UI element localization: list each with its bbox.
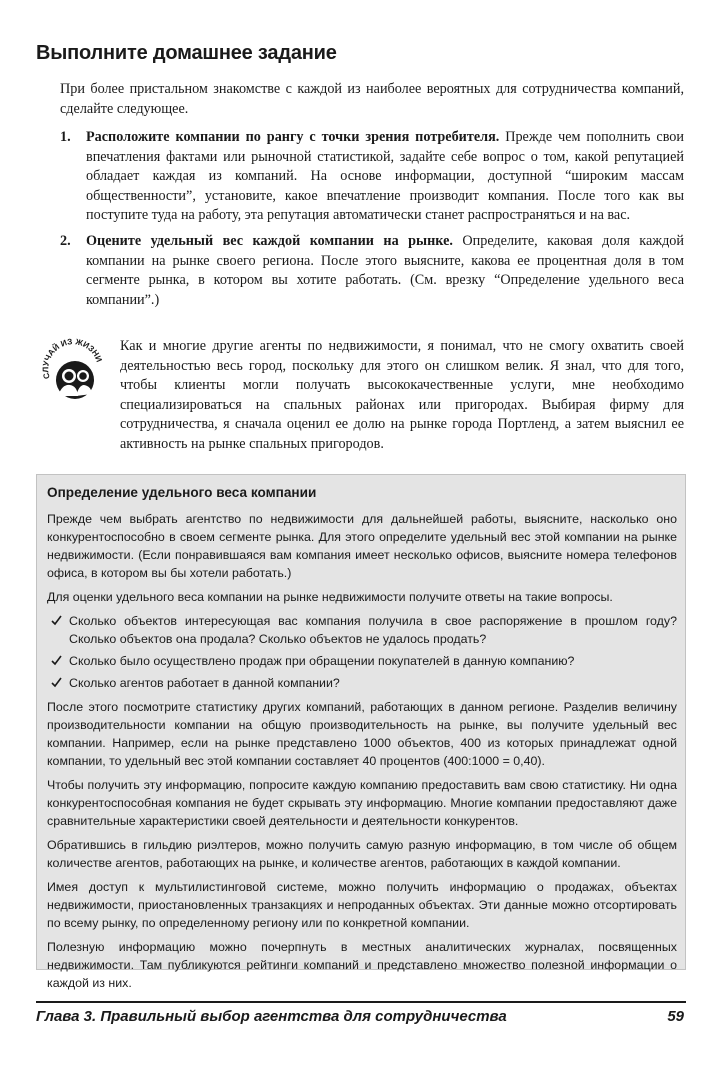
checkmark-icon — [51, 677, 62, 688]
section-heading: Выполните домашнее задание — [36, 42, 337, 64]
question-text: Сколько объектов интересующая вас компания получила в свое распоряжение в прошлом году? Сколько объектов она продала? Сколько объектов не удалось продать? — [69, 614, 677, 646]
step-number: 2. — [60, 232, 71, 249]
life-story-icon-label: СЛУЧАЙ ИЗ ЖИЗНИ — [41, 338, 104, 380]
step-title: Расположите компании по рангу с точки зрения потребителя. — [86, 129, 500, 145]
question-text: Сколько агентов работает в данной компании? — [69, 676, 340, 690]
step-number: 1. — [60, 129, 71, 145]
step-title: Оцените удельный вес каждой компании на рынке. — [86, 232, 453, 249]
question-text: Сколько было осуществлено продаж при обращении покупателей в данную компанию? — [69, 654, 575, 668]
sidebar-paragraph: После этого посмотрите статистику других компаний, работающих в данном регионе. Разделив величину производительности компании на общую производительность на рынке, вы получите удельный вес компании. Например, если на рынке представлено 1000 объектов, 400 из которых принадлежат одной компании, то удельный вес этой компании составляет 40 процентов (400:1000 = 0,40). — [47, 700, 677, 768]
sidebar-paragraph: Обратившись в гильдию риэлтеров, можно получить самую разную информацию, в том числе об общем количестве агентов, работающих на рынке, и количестве агентов, работающих в каждой компании. — [47, 838, 677, 870]
sidebar-paragraph: Чтобы получить эту информацию, попросите каждую компанию предоставить вам свою статистику. Ни одна конкурентоспособная компания не будет скрывать эту информацию. Многие компании предоставляют даже сравнительные характеристики своей деятельности и деятельности конкурентов. — [47, 778, 677, 828]
footer-chapter-title: Глава 3. Правильный выбор агентства для сотрудничества — [36, 1008, 507, 1025]
step-text: Прежде чем пополнить свои впечатления фактами или рыночной статистикой, задайте себе вопрос о том, какой репутацией обладает каждая из компаний. На основе информации, доступной “широким массам общественности”, установите, какое впечатление производит компания. После того как вы поступите туда на работу, эта репутация автоматически станет распространяться и на вас. — [86, 129, 684, 224]
checkmark-icon — [51, 655, 62, 666]
footer-divider — [36, 1001, 686, 1003]
questions-list — [47, 612, 677, 692]
question-item — [47, 674, 677, 692]
step-text: Определите, каковая доля каждой компании на рынке своего региона. После этого выясните, какова ее процентная доля в том сегменте рынка, в котором вы хотите работать. (См. врезку “Определение удельного веса компании”.) — [86, 232, 684, 308]
question-item — [47, 652, 677, 670]
sidebar-paragraph: Для оценки удельного веса компании на рынке недвижимости получите ответы на такие вопросы. — [47, 590, 613, 604]
page-number: 59 — [667, 1008, 684, 1025]
sidebar-box — [36, 474, 686, 990]
sidebar-title: Определение удельного веса компании — [47, 485, 317, 500]
step-item — [60, 232, 684, 310]
life-story-icon — [40, 338, 106, 404]
steps-list — [60, 128, 684, 316]
checkmark-icon — [51, 615, 62, 626]
sidebar-paragraph: Полезную информацию можно почерпнуть в местных аналитических журналах, посвященных недвижимости. Там публикуются рейтинги компаний и представлено множество полезной информации о каждой из них. — [47, 940, 677, 990]
intro-paragraph: При более пристальном знакомстве с каждой из наиболее вероятных для сотрудничества компаний, сделайте следующее. — [60, 81, 684, 117]
life-story-text: Как и многие другие агенты по недвижимости, я понимал, что не смогу охватить своей деятельностью весь город, поскольку для этого он слишком велик. Я знал, что для того, чтобы клиенты могли получать высококачественные услуги, мне необходимо специализироваться на спальных районах или пригородах. Выбирая фирму для сотрудничества, я сначала оценил ее долю на рынке города Портленд, а затем выяснил ее активность на рынке спальных пригородов. — [120, 338, 684, 452]
question-item — [47, 612, 677, 648]
sidebar-paragraph: Прежде чем выбрать агентство по недвижимости для дальнейшей работы, выясните, насколько оно конкурентоспособно в своем сегменте рынка. Для этого определите удельный вес этой компании на рынке недвижимости. (Если понравившаяся вам компания имеет несколько офисов, выясните номера телефонов офиса, в котором вы бы хотели работать.) — [47, 512, 677, 580]
sidebar-paragraph: Имея доступ к мультилистинговой системе, можно получить информацию о продажах, объектах недвижимости, приостановленных транзакциях и непроданных объектах. Эти данные можно отсортировать по всему рынку, по определенному региону или по конкретной компании. — [47, 880, 677, 930]
step-item — [60, 128, 684, 226]
